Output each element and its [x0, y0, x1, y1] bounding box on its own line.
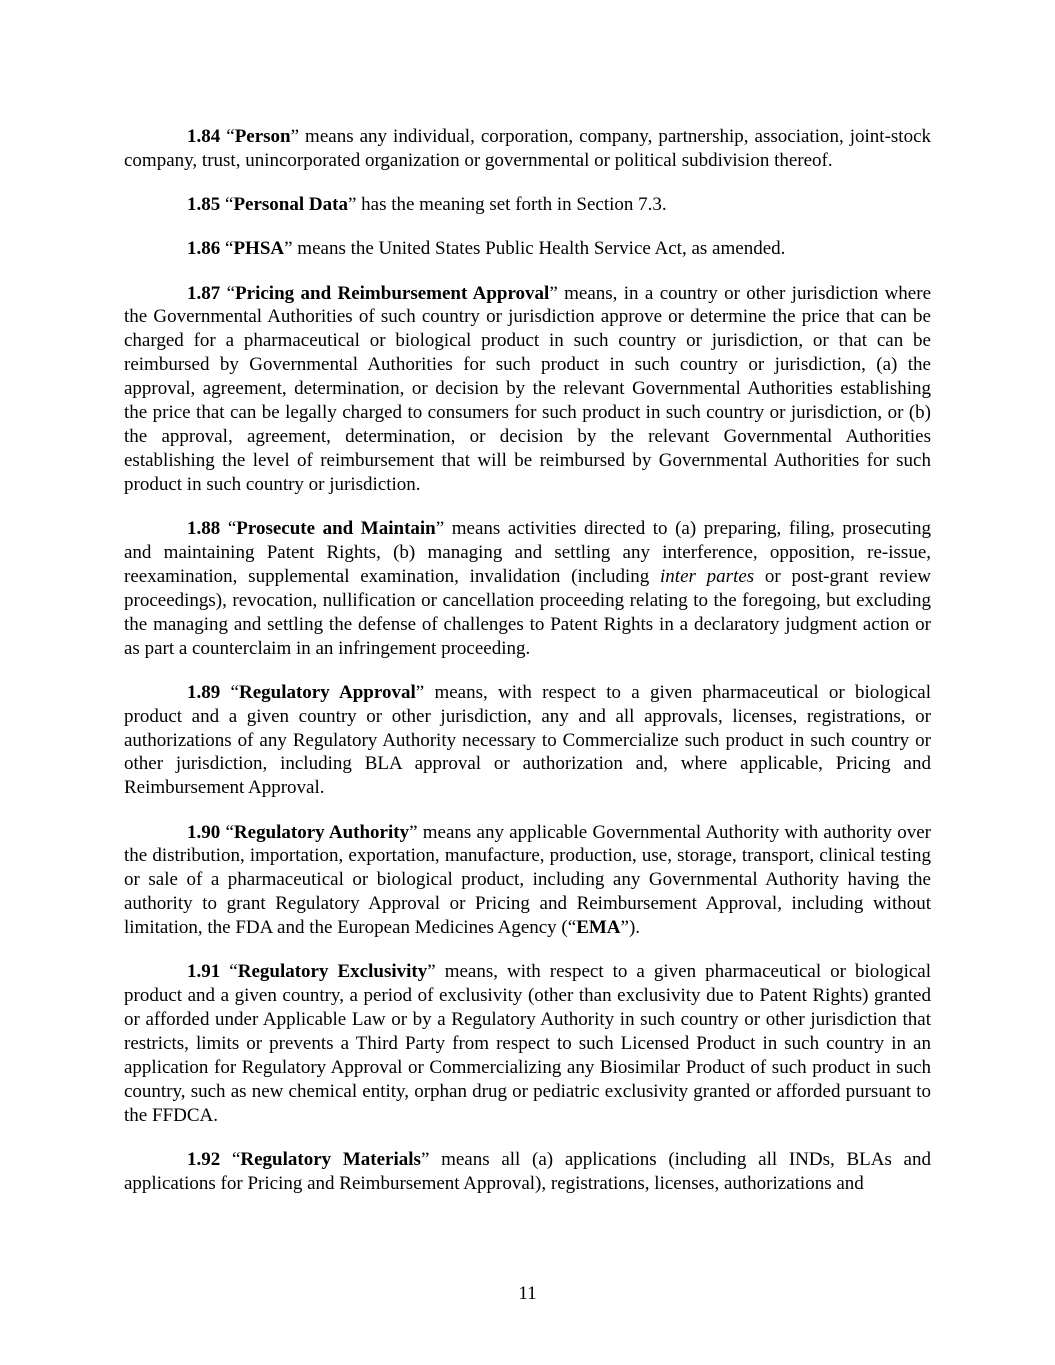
definition-text: ” has the meaning set forth in Section 7.3. — [347, 194, 667, 216]
section-number: 1.84 — [187, 126, 221, 147]
document-body — [124, 125, 931, 1216]
definition-text-continued: or post-grant review proceedings), revocation, nullification or cancellation proceeding relating to the foregoing, but excluding the managing and settling the defense of challenges to Patent Rights in a declaratory judgment action or as part a counterclaim in an infringement proceeding. — [124, 565, 931, 659]
section-number: 1.88 — [187, 517, 221, 539]
defined-term: Personal Data — [233, 194, 348, 216]
section-number: 1.89 — [187, 681, 221, 703]
definition-1-85: 1.85 “Personal Data” has the meaning set forth in Section 7.3. — [187, 194, 667, 216]
definition-text: ” means all (a) applications (including all INDs, BLAs and applications for Pricing and Reimbursement Approval), registrations, licenses, authorizations and — [124, 1149, 931, 1194]
defined-term: PHSA — [233, 238, 285, 260]
section-number: 1.87 — [187, 282, 221, 304]
defined-term: Prosecute and Maintain — [236, 517, 436, 539]
defined-term: Person — [234, 126, 291, 147]
definition-text: ” means, with respect to a given pharmaceutical or biological product and a given country or other jurisdiction, any and all approvals, licenses, registrations, or authorizations of any Regulatory Authority necessary to Commercialize such product in such country or other jurisdiction, including BLA approval or authorization and, where applicable, Pricing and Reimbursement Approval. — [124, 681, 932, 799]
defined-term: Regulatory Exclusivity — [237, 961, 428, 983]
bold-abbreviation: EMA — [576, 917, 621, 939]
definition-1-86: 1.86 “PHSA” means the United States Public Health Service Act, as amended. — [187, 238, 786, 260]
section-number: 1.92 — [187, 1149, 221, 1170]
definition-text-continued: ”). — [620, 917, 641, 939]
definition-text: ” means, in a country or other jurisdiction where the Governmental Authorities of such country or jurisdiction approve or determine the price that can be charged for a pharmaceutical or biological product in such country or jurisdiction, or that can be reimbursed by Governmental Authorities for such product in such country or jurisdiction, (a) the approval, agreement, determination, or decision by the relevant Governmental Authorities establishing the price that can be legally charged to consumers for such product in such country or jurisdiction, or (b) the approval, agreement, determination, or decision by the relevant Governmental Authorities establishing the level of reimbursement that will be reimbursed by Governmental Authorities for such product in such country or jurisdiction. — [124, 282, 932, 495]
defined-term: Pricing and Reimbursement Approval — [235, 282, 550, 304]
definition-1-88: 1.88 “Prosecute and Maintain” means activities directed to (a) preparing, filing, prosecuting and maintaining Patent Rights, (b) managing and settling any interference, opposition, re-issue, reexamination, supplemental examination, invalidation (including inter partes or post-grant review proceedings), revocation, nullification or cancellation proceeding relating to the foregoing, but excluding the managing and settling the defense of challenges to Patent Rights in a declaratory judgment action or as part a counterclaim in an infringement proceeding. — [124, 517, 931, 659]
definition-text: ” means the United States Public Health Service Act, as amended. — [284, 238, 786, 260]
definition-1-92: 1.92 “Regulatory Materials” means all (a) applications (including all INDs, BLAs and applications for Pricing and Reimbursement Approval), registrations, licenses, authorizations and — [124, 1149, 931, 1194]
definition-1-87: 1.87 “Pricing and Reimbursement Approval” means, in a country or other jurisdiction where the Governmental Authorities of such country or jurisdiction approve or determine the price that can be charged for a pharmaceutical or biological product in such country or jurisdiction, or that can be reimbursed by Governmental Authorities for such product in such country or jurisdiction, (a) the approval, agreement, determination, or decision by the relevant Governmental Authorities establishing the price that can be legally charged to consumers for such product in such country or jurisdiction, or (b) the approval, agreement, determination, or decision by the relevant Governmental Authorities establishing the level of reimbursement that will be reimbursed by Governmental Authorities for such product in such country or jurisdiction. — [124, 282, 932, 495]
section-number: 1.85 — [187, 194, 221, 216]
section-number: 1.86 — [187, 238, 221, 260]
definition-1-91: 1.91 “Regulatory Exclusivity” means, with respect to a given pharmaceutical or biological product and a given country, a period of exclusivity (other than exclusivity due to Patent Rights) granted or afforded under Applicable Law or by a Regulatory Authority in such country or other jurisdiction that restricts, limits or prevents a Third Party from respect to such Licensed Product in such country in an application for Regulatory Approval or Commercializing any Biosimilar Product of such product in such country, such as new chemical entity, orphan drug or pediatric exclusivity granted or afforded pursuant to the FFDCA. — [124, 961, 931, 1126]
defined-term: Regulatory Authority — [233, 821, 410, 843]
italic-term: inter partes — [660, 565, 755, 587]
defined-term: Regulatory Approval — [238, 681, 416, 703]
definition-text: ” means any applicable Governmental Authority with authority over the distribution, importation, exportation, manufacture, production, use, storage, transport, clinical testing or sale of a pharmaceutical or biological product, including any Governmental Authority having the authority to grant Regulatory Approval or Pricing and Reimbursement Approval, including without limitation, the FDA and the European Medicines Agency (“ — [124, 821, 932, 939]
defined-term: Regulatory Materials — [240, 1149, 421, 1170]
section-number: 1.91 — [187, 961, 221, 983]
definition-text: ” means activities directed to (a) preparing, filing, prosecuting and maintaining Patent Rights, (b) managing and settling any interference, opposition, re-issue, reexamination, supplemental examination, invalidation (including — [124, 517, 931, 587]
section-number: 1.90 — [187, 821, 221, 843]
definition-1-90: 1.90 “Regulatory Authority” means any applicable Governmental Authority with authority over the distribution, importation, exportation, manufacture, production, use, storage, transport, clinical testing or sale of a pharmaceutical or biological product, including any Governmental Authority having the authority to grant Regulatory Approval or Pricing and Reimbursement Approval, including without limitation, the FDA and the European Medicines Agency (“EMA”). — [124, 821, 932, 939]
definition-text: ” means, with respect to a given pharmaceutical or biological product and a given country, a period of exclusivity (other than exclusivity due to Patent Rights) granted or afforded under Applicable Law or by a Regulatory Authority in such country or other jurisdiction that restricts, limits or prevents a Third Party from respect to such Licensed Product in such country in an application for Regulatory Approval or Commercializing any Biosimilar Product of such product in such country, such as new chemical entity, orphan drug or pediatric exclusivity granted or afforded pursuant to the FFDCA. — [124, 961, 931, 1126]
definition-1-89: 1.89 “Regulatory Approval” means, with respect to a given pharmaceutical or biological product and a given country or other jurisdiction, any and all approvals, licenses, registrations, or authorizations of any Regulatory Authority necessary to Commercialize such product in such country or other jurisdiction, including BLA approval or authorization and, where applicable, Pricing and Reimbursement Approval. — [124, 681, 932, 799]
definition-text: ” means any individual, corporation, company, partnership, association, joint-stock company, trust, unincorporated organization or governmental or political subdivision thereof. — [124, 126, 931, 171]
definition-1-84: 1.84 “Person” means any individual, corporation, company, partnership, association, joint-stock company, trust, unincorporated organization or governmental or political subdivision thereof. — [124, 126, 931, 171]
page-number: 11 — [518, 1283, 537, 1304]
